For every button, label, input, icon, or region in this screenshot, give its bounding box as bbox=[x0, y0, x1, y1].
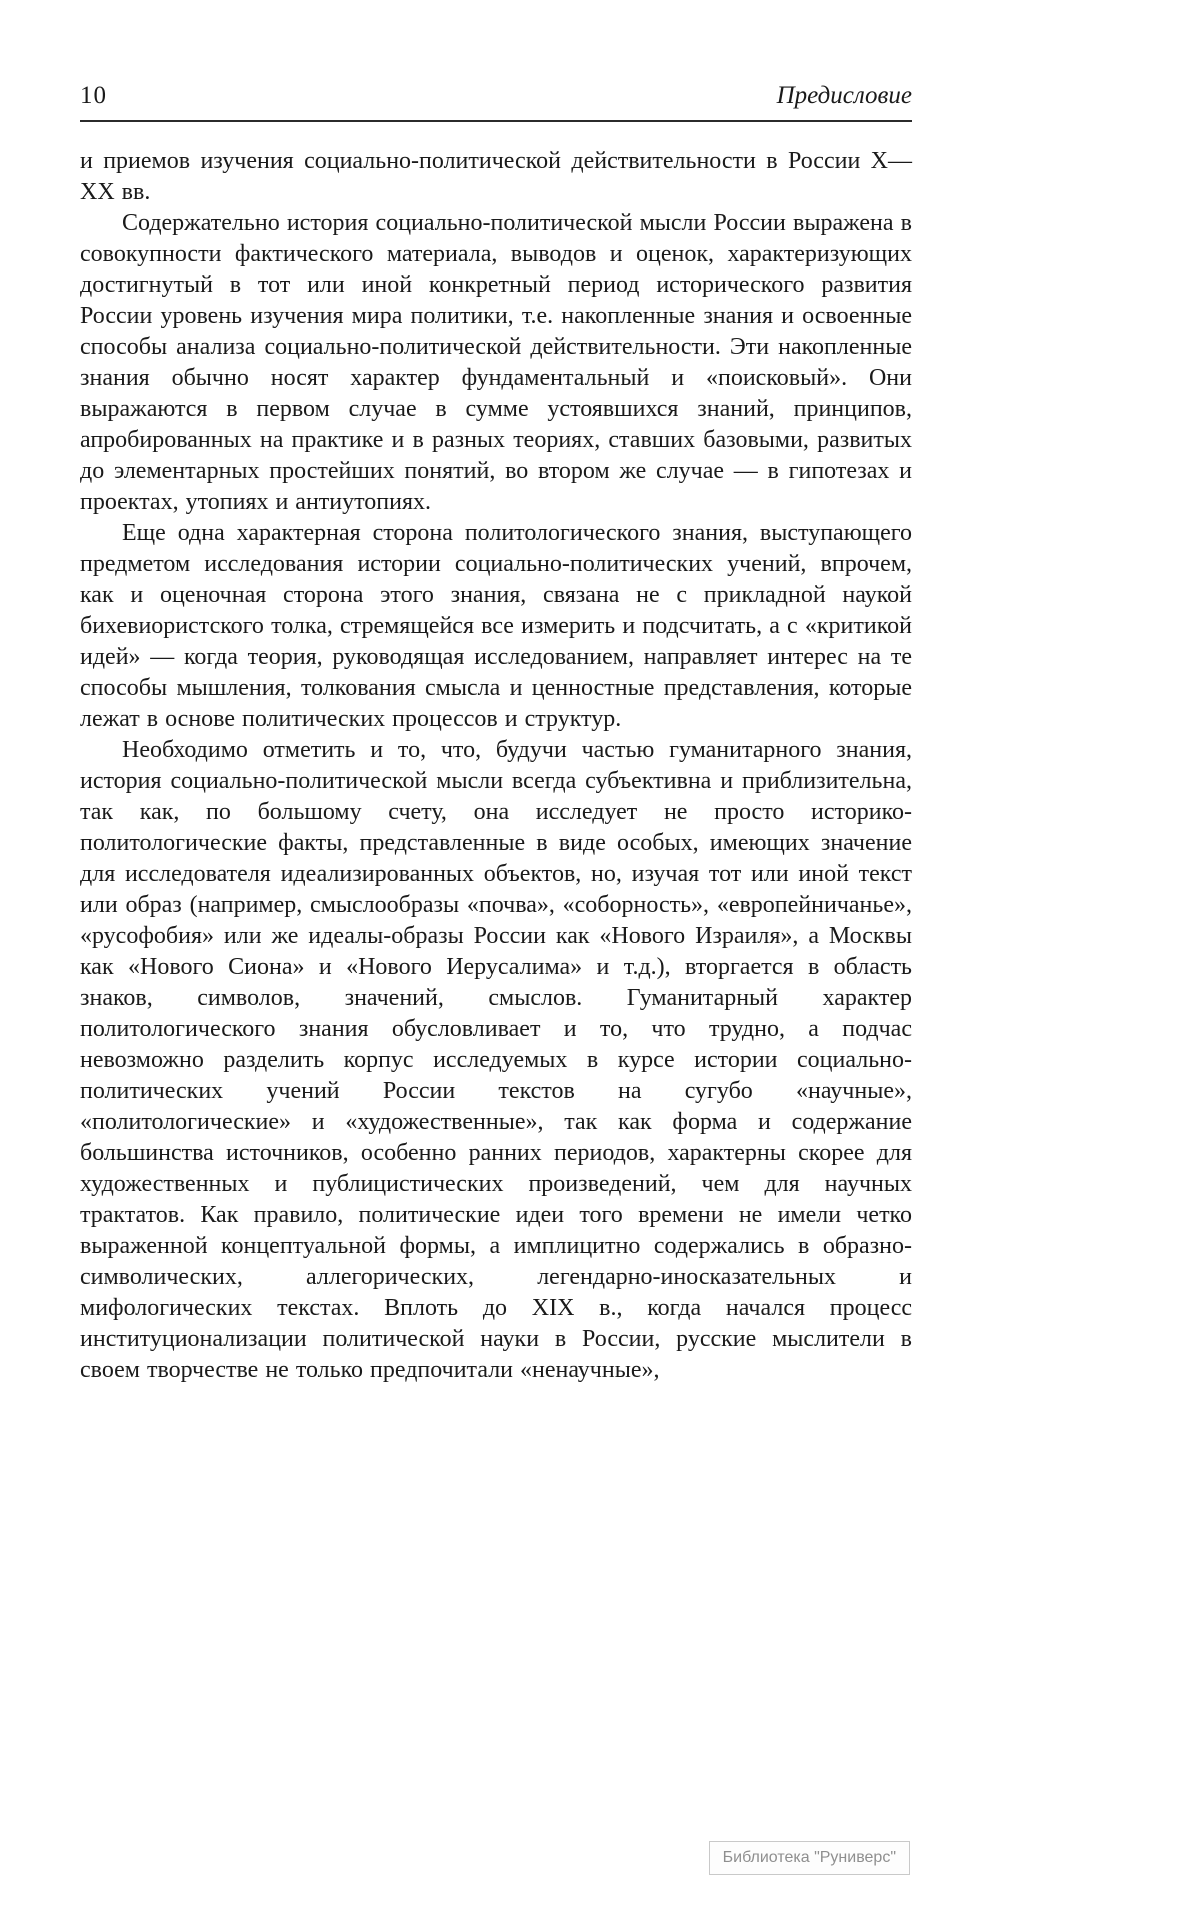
page-header bbox=[80, 82, 912, 122]
paragraph: Содержательно история социально-политической мысли России выражена в совокупности фактического материала, выводов и оценок, характеризующих достигнутый в тот или иной конкретный период исторического развития России уровень изучения мира политики, т.е. накопленные знания и освоенные способы анализа социально-политической действительности. Эти накопленные знания обычно носят характер фундаментальный и «поисковый». Они выражаются в первом случае в сумме устоявшихся знаний, принципов, апробированных на практике и в разных теориях, ставших базовыми, развитых до элементарных простейших понятий, во втором же случае — в гипотезах и проектах, утопиях и антиутопиях. bbox=[80, 210, 912, 515]
page-number: 10 bbox=[80, 82, 107, 109]
paragraph-continuation: и приемов изучения социально-политической действительности в России X—XX вв. bbox=[80, 148, 912, 205]
page-body bbox=[80, 146, 912, 1386]
paragraph: Необходимо отметить и то, что, будучи частью гуманитарного знания, история социально-политической мысли всегда субъективна и приблизительна, так как, по большому счету, она исследует не просто историко-политологические факты, представленные в виде особых, имеющих значение для исследователя идеализированных объектов, но, изучая тот или иной текст или образ (например, смыслообразы «почва», «соборность», «европейничанье», «русофобия» или же идеалы-образы России как «Нового Израиля», а Москвы как «Нового Сиона» и «Нового Иерусалима» и т.д.), вторгается в область знаков, символов, значений, смыслов. Гуманитарный характер политологического знания обусловливает и то, что трудно, а подчас невозможно разделить корпус исследуемых в курсе истории социально-политических учений России текстов на сугубо «научные», «политологические» и «художественные», так как форма и содержание большинства источников, особенно ранних периодов, характерны скорее для художественных и публицистических произведений, чем для научных трактатов. Как правило, политические идеи того времени не имели четко выраженной концептуальной формы, а имплицитно содержались в образно-символических, аллегорических, легендарно-иносказательных и мифологических текстах. Вплоть до XIX в., когда начался процесс институционализации политической науки в России, русские мыслители в своем творчестве не только предпочитали «ненаучные», bbox=[80, 737, 912, 1383]
watermark-text: Библиотека "Руниверс" bbox=[722, 1849, 896, 1866]
running-title: Предисловие bbox=[776, 82, 912, 109]
paragraph: Еще одна характерная сторона политологического знания, выступающего предметом исследования истории социально-политических учений, впрочем, как и оценочная сторона этого знания, связана не с прикладной наукой бихевиористского толка, стремящейся все измерить и подсчитать, а с «критикой идей» — когда теория, руководящая исследованием, направляет интерес на те способы мышления, толкования смысла и ценностные представления, которые лежат в основе политических процессов и структур. bbox=[80, 520, 912, 732]
library-watermark bbox=[709, 1841, 910, 1875]
